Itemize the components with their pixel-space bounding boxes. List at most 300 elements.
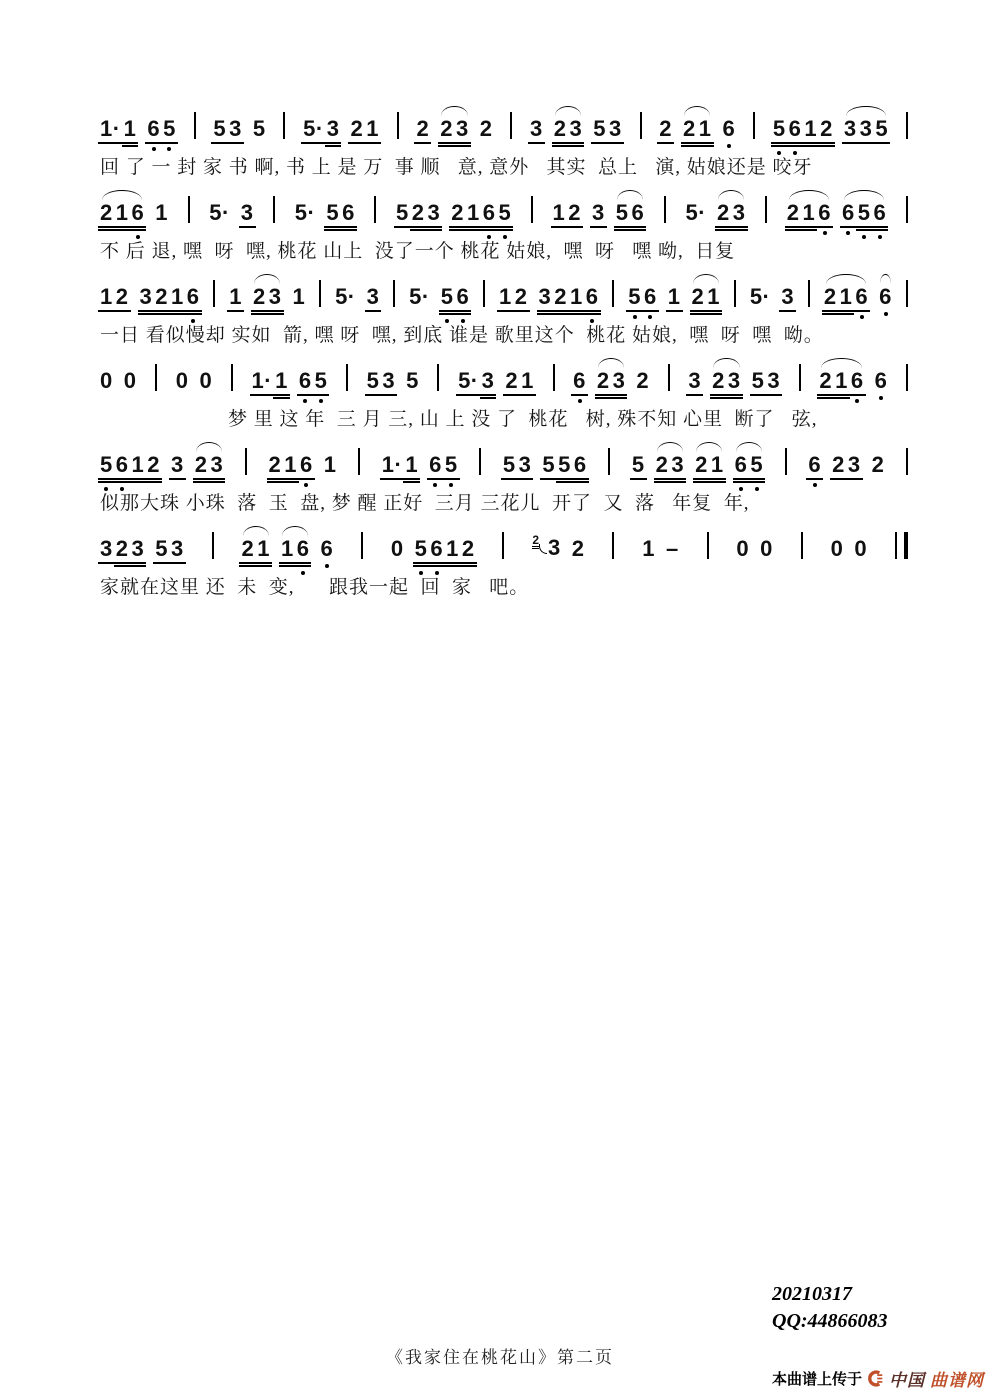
measure [269,454,337,476]
note-group [200,370,213,392]
note [685,202,706,224]
note-digit: 1 [366,116,379,141]
beam-line [98,562,115,564]
beam-line [710,394,727,396]
beam-line [211,142,228,144]
note [382,370,395,392]
note [851,370,864,392]
note [636,370,649,392]
measure [688,370,780,392]
note-digit: 5 [498,200,512,225]
note [209,202,230,224]
note-digit: 5 [366,368,380,393]
note-digit: 2 [115,284,129,309]
beam-line [426,229,443,231]
beam-line [690,313,707,315]
note [666,538,679,560]
measure [100,286,200,308]
octave-dot [878,235,882,239]
barline [479,448,481,475]
note-group [295,202,316,224]
beam-line [138,310,155,312]
barline [608,448,610,475]
beam-line [840,226,857,228]
note [284,454,297,476]
barline [906,112,908,139]
beam-line [325,142,342,144]
beam-line [161,142,178,144]
note-digit: 0 [830,536,844,561]
note [632,454,645,476]
beam-line [822,310,839,312]
note [327,118,340,140]
note-digit: 1 [499,284,512,309]
note [367,370,380,392]
note-digit: 5 [631,452,645,477]
note-digit: 6 [131,200,145,225]
beam-line [282,481,299,483]
note-digit: 5 [593,116,606,141]
beam-line [669,481,686,483]
note [570,286,583,308]
note [155,286,168,308]
note-group [350,118,379,140]
note [530,118,543,140]
beam-line [654,481,671,483]
note-group [539,286,599,308]
note [568,202,581,224]
note-group [628,286,657,308]
beam-line [153,310,170,312]
beam-line [301,142,326,144]
note-digit: 3 [612,368,626,393]
note [521,370,534,392]
note [781,286,794,308]
octave-dot [461,319,465,323]
note [171,286,184,308]
note [269,286,282,308]
note [391,538,404,560]
note-digit: 0 [854,536,868,561]
note-digit: 6 [850,368,864,393]
note-digit: 2 [553,116,567,141]
note-digit: 2 [411,200,425,225]
beam-line [856,229,873,231]
beam-line [145,481,162,483]
beam-line [227,142,244,144]
note [735,454,748,476]
note [519,454,532,476]
beam-line [765,394,782,396]
octave-dot [301,571,305,575]
note [428,202,441,224]
note [116,286,129,308]
note-digit: 5· [685,200,707,225]
note [803,202,816,224]
note-digit: 5 [213,116,227,141]
note-digit: 3 [859,116,873,141]
note-group [750,286,771,308]
note-digit: 3 [609,116,622,141]
beam-line [568,142,585,144]
barline [906,196,908,223]
beam-line [497,229,514,231]
beam-line [444,565,461,567]
note-digit: 3 [229,116,242,141]
beam-line [364,142,381,144]
credit-date: 20210317 [772,1283,852,1305]
note [100,370,113,392]
note-digit: 1 [257,536,270,561]
octave-dot [578,399,582,403]
beam-line [380,478,405,480]
octave-dot [633,315,637,319]
barline [808,280,810,307]
note-digit: 6 [585,284,599,309]
octave-dot [860,315,864,319]
note-digit: 2 [636,368,650,393]
note-digit: 2 [155,284,168,309]
beam-line [697,142,714,144]
octave-dot [120,487,124,491]
note-digit: 0 [390,536,404,561]
slur-group [717,202,746,224]
note-group [324,454,337,476]
beam-line [551,226,568,228]
note-digit: 2 [819,368,833,393]
notes-row [100,194,908,224]
note [257,538,270,560]
beam-line [426,226,443,228]
note-digit: 2 [147,452,160,477]
note-digit: 5 [558,452,571,477]
barline [273,196,275,223]
beam-line [98,310,115,312]
note-digit: 6 [808,452,822,477]
note [269,454,282,476]
beam-line [872,229,889,231]
note-digit: 5 [772,116,786,141]
note [819,370,832,392]
beam-line [114,481,131,483]
octave-dot [433,483,437,487]
note-group [147,118,176,140]
note-digit: 1 [710,452,724,477]
note [458,370,479,392]
beam-line [630,229,647,231]
barline [531,196,533,223]
note-group [503,454,532,476]
note-digit: 2 [554,284,567,309]
note [632,202,645,224]
beam-line [267,478,284,480]
note [446,538,459,560]
note [324,454,337,476]
note [688,370,701,392]
beam-line [130,229,147,231]
octave-dot [435,571,439,575]
beam-line [595,397,612,399]
note [840,286,853,308]
note-digit: 2 [832,452,845,477]
note-digit: 2 [691,284,705,309]
beam-line [842,142,859,144]
beam-line [454,313,471,315]
note-digit: 6 [734,452,748,477]
barline [612,280,614,307]
beam-line [817,394,834,396]
note-group [416,118,429,140]
beam-line [449,226,466,228]
note-group [808,454,821,476]
measure [532,533,585,561]
measure [367,370,419,392]
note-group [100,286,129,308]
beam-line [709,478,726,480]
note [132,454,145,476]
beam-line [428,565,445,567]
measure [100,202,168,224]
beam-line [693,478,710,480]
beam-line [130,565,147,567]
beam-line [325,145,342,147]
note-digit: 5· [294,200,316,225]
beam-line [614,229,631,231]
note-digit: 2 [655,452,669,477]
barline [668,364,670,391]
note-digit: 5 [542,452,556,477]
note [299,370,312,392]
beam-line [571,394,588,396]
note-digit: 2 [596,368,610,393]
beam-line [591,142,608,144]
note [542,454,555,476]
note [195,454,208,476]
beam-line [568,310,585,312]
site-name-dark: 中国 [889,1371,925,1390]
beam-line [279,562,296,564]
note [570,118,583,140]
note [456,118,469,140]
note [275,370,288,392]
barline [664,196,666,223]
note [406,370,419,392]
barline [194,112,196,139]
note-digit: 5 [628,284,642,309]
note [597,370,610,392]
note-digit: 6 [430,536,444,561]
note-digit: 5 [750,452,764,477]
note-group [253,118,266,140]
measure [100,118,176,140]
octave-dot [152,147,156,151]
note [503,454,516,476]
octave-dot [777,151,781,155]
note [140,286,153,308]
measure [229,286,305,308]
beam-line [153,562,170,564]
slur-group [735,454,764,476]
octave-dot [319,399,323,403]
note-group [632,454,645,476]
beam-line [297,394,314,396]
note [558,454,571,476]
note-digit: 6 [788,116,802,141]
beam-line [114,229,131,231]
beam-line [552,145,569,147]
note-digit: 1 [446,536,459,561]
beam-line [833,397,850,399]
note-digit: 1 [835,368,848,393]
note-digit: 5 [440,284,454,309]
beam-line [806,478,823,480]
beam-line [785,226,802,228]
note-group [592,202,605,224]
beam-line [122,142,139,144]
note-digit: 1 [280,536,294,561]
note [692,286,705,308]
note-digit: 5· [209,200,230,225]
note [554,286,567,308]
beam-line [403,478,420,480]
beam-line [838,310,855,312]
measure [295,202,355,224]
beam-line [145,478,162,480]
note [440,118,453,140]
note [171,538,184,560]
note [320,538,333,560]
note-digit: 2 [505,368,519,393]
octave-dot [303,399,307,403]
note-digit: 5 [155,536,168,561]
note-digit: 2 [786,200,800,225]
measure [787,202,887,224]
note [315,370,328,392]
lyrics-line: 似那大珠 小珠 落 玉 盘, 梦 醒 正好 三月 三花儿 开了 又 落 年复 年, [100,493,750,514]
barline [765,196,767,223]
note-group [553,202,582,224]
note-digit: 1 [467,200,480,225]
note-digit: 5 [163,116,176,141]
note [767,370,780,392]
note [350,118,363,140]
note-digit: 2 [253,284,266,309]
note-digit: 6 [482,200,496,225]
note [874,202,887,224]
beam-line [710,397,727,399]
note-group [100,538,144,560]
beam-line [340,226,357,228]
beam-line [666,310,683,312]
beam-line [324,226,341,228]
note [300,454,313,476]
note-digit: 6 [573,452,587,477]
barline [245,448,247,475]
lyrics-line: 一日 看似慢却 实如 箭, 嘿 呀 嘿, 到底 谁是 歌里这个 桃花 姑娘, 嘿 呀 嘿 呦。 [100,325,824,346]
beam-line [630,226,647,228]
note [760,538,773,560]
note-digit: 1 [100,284,113,309]
note [116,454,129,476]
note-digit: 2 [350,116,364,141]
beam-line [456,394,481,396]
beam-line [365,310,382,312]
beam-line [380,394,397,396]
note-digit: 3 [843,116,857,141]
note-digit: 3 [210,452,224,477]
beam-line [114,562,131,564]
beam-line [480,397,497,399]
note-digit: 1 [405,452,419,477]
beam-line [801,229,818,231]
beam-line [169,562,186,564]
note [416,118,429,140]
beam-line [552,142,569,144]
octave-dot [325,564,329,568]
note [875,370,888,392]
note-digit: 3 [847,452,861,477]
note-digit: 0 [736,536,750,561]
beam-line [348,142,365,144]
beam-line [98,142,123,144]
note [642,538,655,560]
note [241,202,254,224]
beam-line [267,313,284,315]
measure [391,538,475,560]
beam-line [872,226,889,228]
barline [707,532,709,559]
slur-group [554,118,583,140]
notes-row [100,362,908,392]
note-digit: 2 [683,116,696,141]
note [860,118,873,140]
beam-line [413,562,430,564]
beam-line [209,481,226,483]
note [163,118,176,140]
beam-line [802,145,819,147]
note-digit: 1 [131,452,145,477]
note-group [367,286,380,308]
barline [753,112,755,139]
slur-group [844,118,888,140]
note-digit: 6 [147,116,161,141]
note [752,370,765,392]
note-digit: 2 [571,536,585,561]
note-group [269,454,313,476]
beam-line [686,394,703,396]
slur-group [695,454,724,476]
slur-group [281,538,310,560]
beam-line [519,394,536,396]
measure [335,286,379,308]
barline [346,364,348,391]
note [699,118,712,140]
note-digit: 6 [296,536,310,561]
note-digit: 5 [857,200,871,225]
note-digit: 3 [518,452,532,477]
note-digit: 6 [855,284,869,309]
barline [640,112,642,139]
note [818,202,831,224]
beam-line [787,145,804,147]
beam-line [298,478,315,480]
beam-line [153,313,170,315]
final-barline [895,532,908,559]
note-digit: 2 [115,536,129,561]
note [171,454,184,476]
beam-line [414,142,431,144]
notes-row [100,278,908,308]
